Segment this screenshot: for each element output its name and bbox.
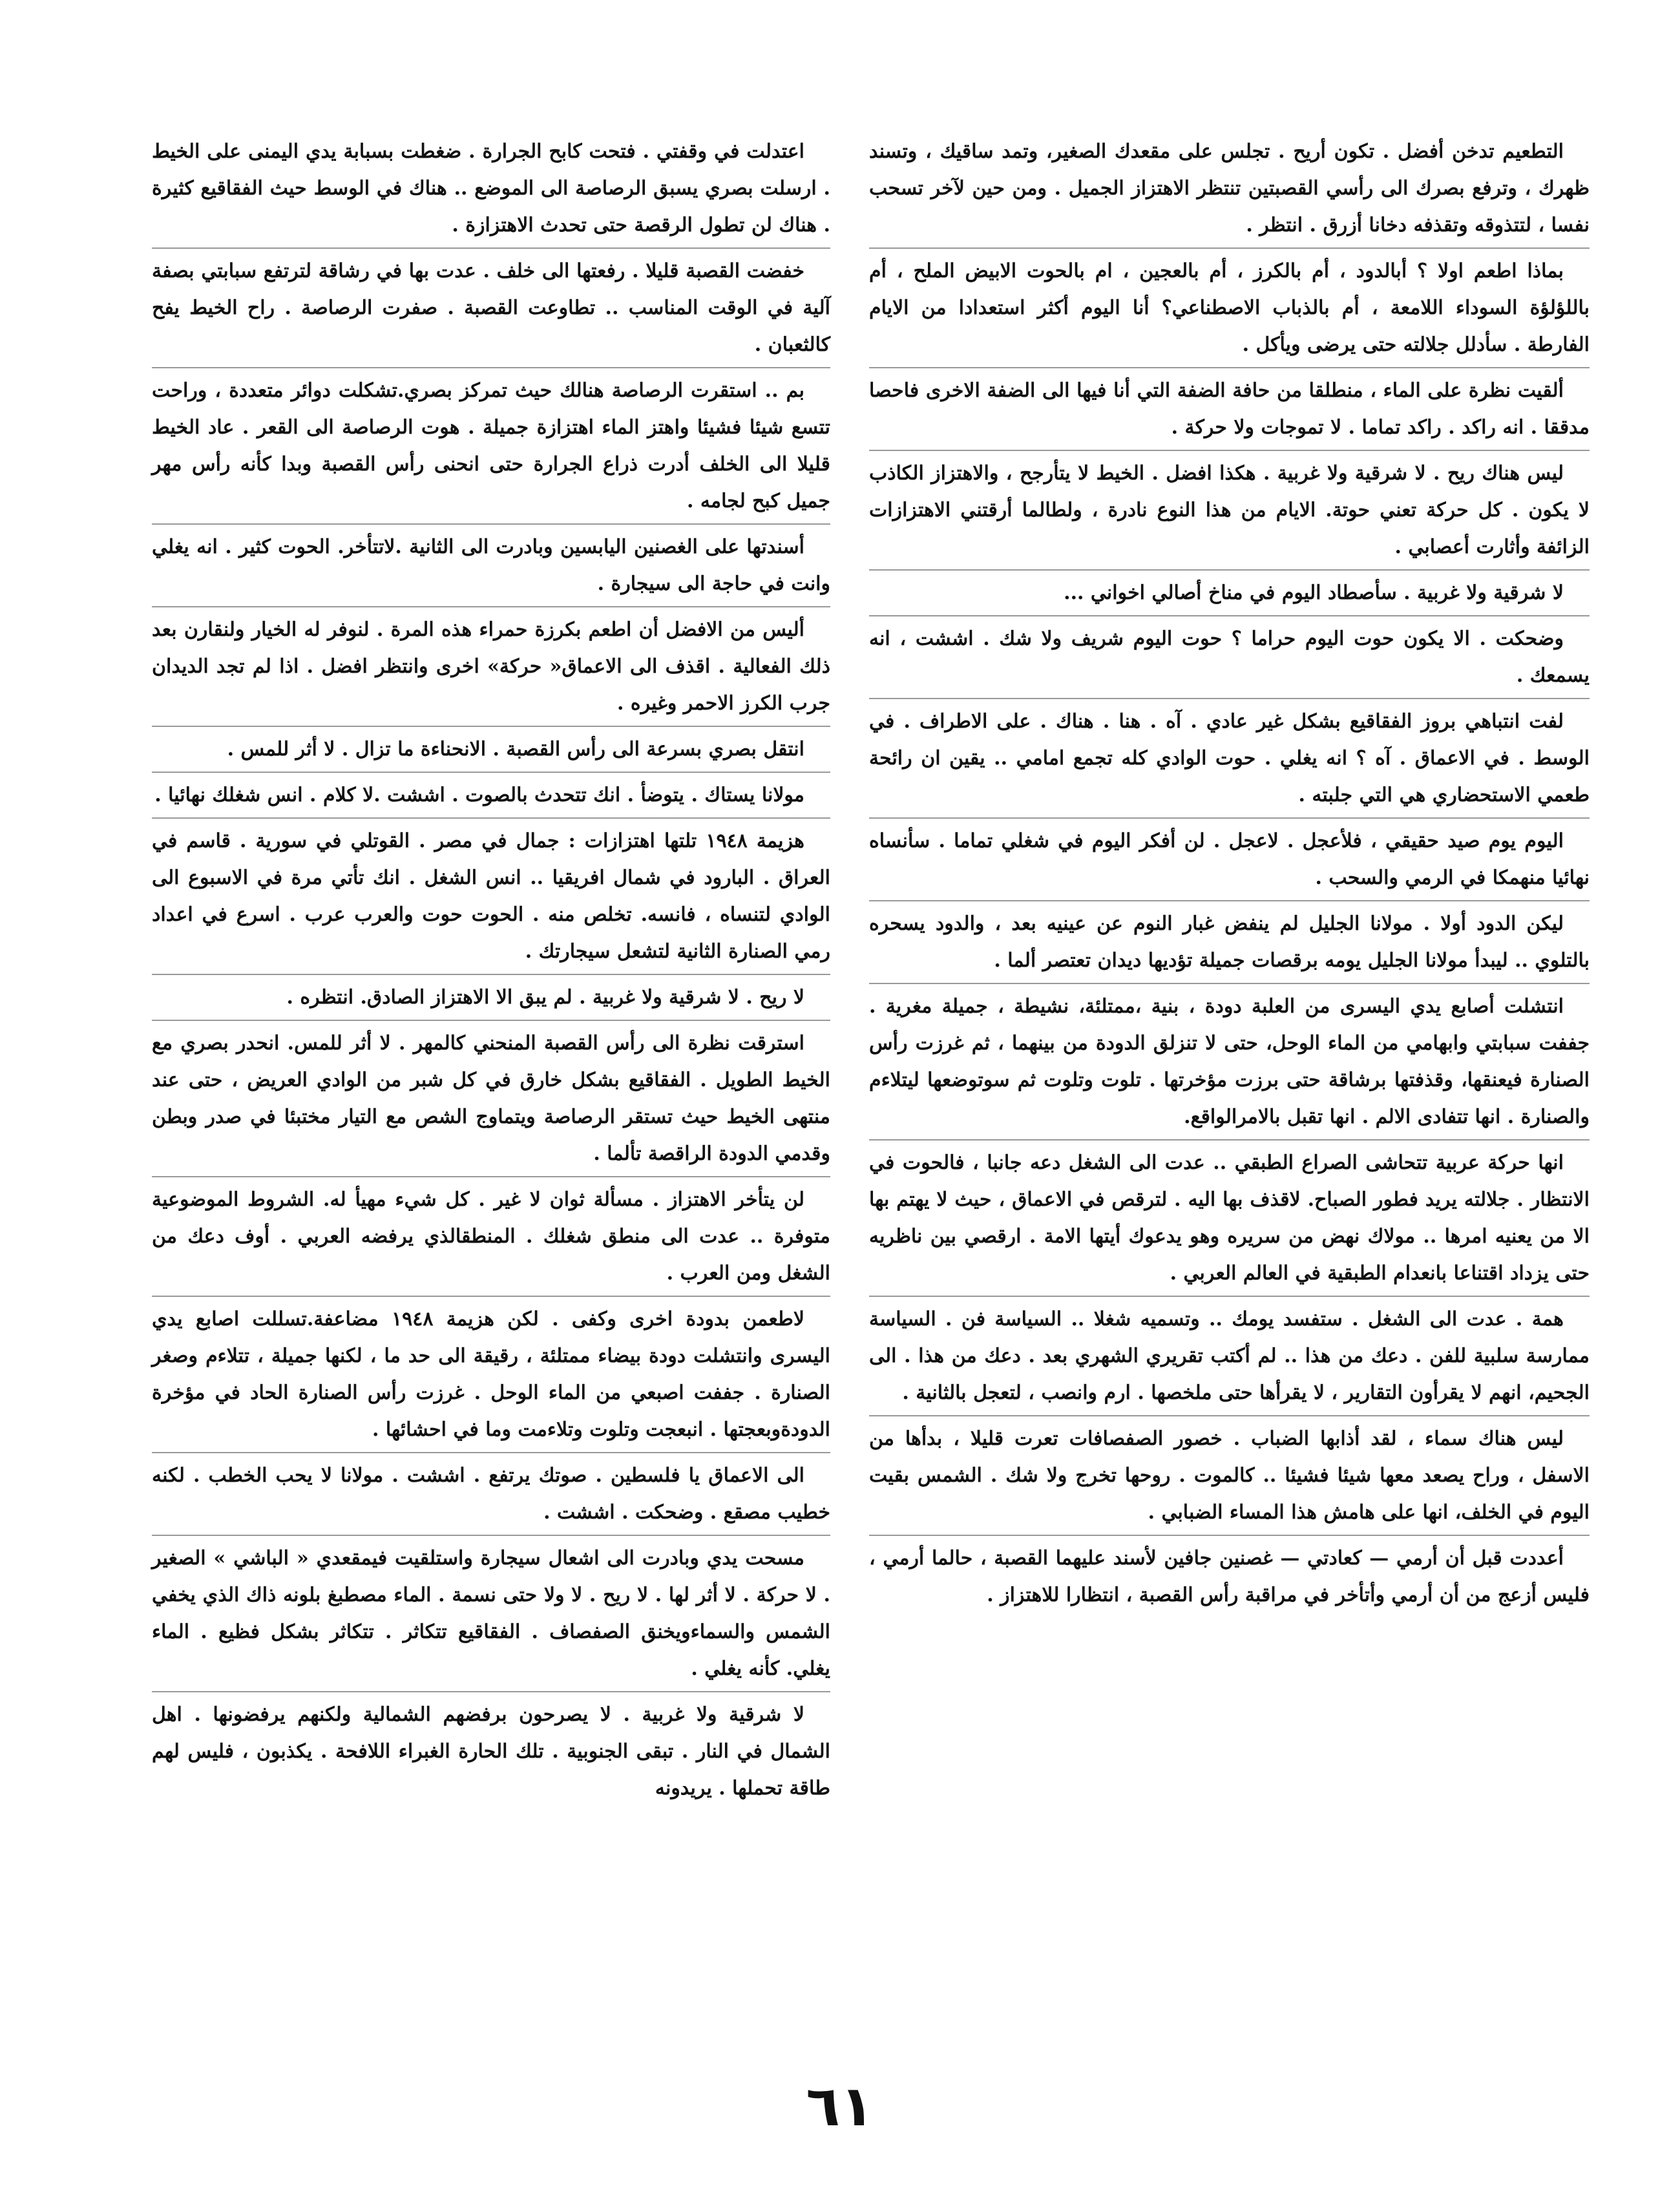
paragraph: اعتدلت في وقفتي . فتحت كابح الجرارة . ضغطت بسبابة يدي اليمنى على الخيط . ارسلت بصري يسبق الرصاصة الى الموضع .. هناك في الوسط حيث الفقاقيع كثيرة . هناك لن تطول الرقصة حتى تحدث الاهتزازة .: [152, 140, 830, 237]
paragraph: انها حركة عربية تتحاشى الصراع الطبقي .. عدت الى الشغل دعه جانبا ، فالحوت في الانتظار . جلالته يريد فطور الصباح. لاقذف بها اليه . لترقص في الاعماق ، حيث لا يهتم بها الا من يعنيه امرها .. مولاك نهض من سريره وهو يدعوك أيتها الامة . ارقصي بين ناظريه حتى يزداد اقتناعا بانعدام الطبقية في العالم العربي .: [869, 1139, 1590, 1292]
paragraph: لا شرقية ولا غربية . لا يصرحون برفضهم الشمالية ولكنهم يرفضونها . اهل الشمال في النار . تبقى الجنوبية . تلك الحارة الغبراء اللافحة . يكذبون ، فليس لهم طاقة تحملها . يريدونه: [152, 1691, 830, 1807]
paragraph: مولانا يستاك . يتوضأ . انك تتحدث بالصوت . اششت .لا كلام . انس شغلك نهائيا .: [152, 772, 830, 814]
paragraph: الى الاعماق يا فلسطين . صوتك يرتفع . اششت . مولانا لا يحب الخطب . لكنه خطيب مصقع . وضحكت . اششت .: [152, 1452, 830, 1531]
paragraph: وضحكت . الا يكون حوت اليوم حراما ؟ حوت اليوم شريف ولا شك . اششت ، انه يسمعك .: [869, 615, 1590, 694]
paragraph: انتقل بصري بسرعة الى رأس القصبة . الانحناءة ما تزال . لا أثر للمس .: [152, 726, 830, 768]
paragraph: أليس من الافضل أن اطعم بكرزة حمراء هذه المرة . لنوفر له الخيار ولنقارن بعد ذلك الفعالية . اقذف الى الاعماق« حركة» اخرى وانتظر افضل . اذا لم تجد الديدان جرب الكرز الاحمر وغيره .: [152, 606, 830, 722]
left-column: [152, 129, 830, 1811]
paragraph: خفضت القصبة قليلا . رفعتها الى خلف . عدت بها في رشاقة لترتفع سبابتي بصفة آلية في الوقت المناسب .. تطاوعت القصبة . صفرت الرصاصة . راح الخيط يفح كالثعبان .: [152, 247, 830, 363]
right-column: [869, 129, 1590, 1617]
paragraph: أسندتها على الغصنين اليابسين وبادرت الى الثانية .لاتتأخر. الحوت كثير . انه يغلي وانت في حاجة الى سيجارة .: [152, 523, 830, 602]
paragraph: بماذا اطعم اولا ؟ أبالدود ، أم بالكرز ، أم بالعجين ، ام بالحوت الابيض الملح ، أم باللؤلؤة السوداء اللامعة ، أم بالذباب الاصطناعي؟ أنا اليوم أكثر استعدادا من الايام الفارطة . سأدلل جلالته حتى يرضى ويأكل .: [869, 247, 1590, 363]
paragraph: التطعيم تدخن أفضل . تكون أريح . تجلس على مقعدك الصغير، وتمد ساقيك ، وتسند ظهرك ، وترفع بصرك الى رأسي القصبتين تنتظر الاهتزاز الجميل . ومن حين لآخر تسحب نفسا ، لتتذوقه وتقذفه دخانا أزرق . انتظر .: [869, 140, 1590, 237]
paragraph: اليوم يوم صيد حقيقي ، فلأعجل . لاعجل . لن أفكر اليوم في شغلي تماما . سأنساه نهائيا منهمكا في الرمي والسحب .: [869, 817, 1590, 896]
page-number: ٦١: [806, 2074, 874, 2139]
paragraph: ألقيت نظرة على الماء ، منطلقا من حافة الضفة التي أنا فيها الى الضفة الاخرى فاحصا مدققا . انه راكد . راكد تماما . لا تموجات ولا حركة .: [869, 367, 1590, 446]
paragraph: مسحت يدي وبادرت الى اشعال سيجارة واستلقيت فيمقعدي « الباشي » الصغير . لا حركة . لا أثر لها . لا ريح . لا ولا حتى نسمة . الماء مصطبغ بلونه ذاك الذي يخفي الشمس والسماءويخنق الصفصاف . الفقاقيع تتكاثر . تتكاثر بشكل فظيع . الماء يغلي. كأنه يغلي .: [152, 1535, 830, 1687]
paragraph: هزيمة ١٩٤٨ تلتها اهتزازات : جمال في مصر . القوتلي في سورية . قاسم في العراق . البارود في شمال افريقيا .. انس الشغل . انك تأتي مرة في الاسبوع الى الوادي لتنساه ، فانسه. تخلص منه . الحوت حوت والعرب عرب . اسرع في اعداد رمي الصنارة الثانية لتشعل سيجارتك .: [152, 817, 830, 970]
paragraph: ليس هناك ريح . لا شرقية ولا غربية . هكذا افضل . الخيط لا يتأرجح ، والاهتزاز الكاذب لا يكون . كل حركة تعني حوتة. الايام من هذا النوع نادرة ، ولطالما أرقتني الاهتزازات الزائفة وأثارت أعصابي .: [869, 450, 1590, 565]
paragraph: أعددت قبل أن أرمي — كعادتي — غصنين جافين لأسند عليهما القصبة ، حالما أرمي ، فليس أزعج من أن أرمي وأتأخر في مراقبة رأس القصبة ، انتظارا للاهتزاز .: [869, 1535, 1590, 1614]
paragraph: لا ريح . لا شرقية ولا غربية . لم يبق الا الاهتزاز الصادق. انتظره .: [152, 974, 830, 1016]
paragraph: بم .. استقرت الرصاصة هنالك حيث تمركز بصري.تشكلت دوائر متعددة ، وراحت تتسع شيئا فشيئا واهتز الماء اهتزازة جميلة . هوت الرصاصة الى القعر . عاد الخيط قليلا الى الخلف أدرت ذراع الجرارة حتى انحنى رأس القصبة وبدا كأنه رأس مهر جميل كبح لجامه .: [152, 367, 830, 520]
paragraph: لن يتأخر الاهتزاز . مسألة ثوان لا غير . كل شيء مهيأ له. الشروط الموضوعية متوفرة .. عدت الى منطق شغلك . المنطقالذي يرفضه العربي . أوف دعك من الشغل ومن العرب .: [152, 1176, 830, 1292]
paragraph: ليكن الدود أولا . مولانا الجليل لم ينفض غبار النوم عن عينيه بعد ، والدود يسحره بالتلوي .. ليبدأ مولانا الجليل يومه برقصات جميلة تؤديها ديدان تعتصر ألما .: [869, 900, 1590, 979]
paragraph: همة . عدت الى الشغل . ستفسد يومك .. وتسميه شغلا .. السياسة فن . السياسة ممارسة سلبية للفن . دعك من هذا .. لم أكتب تقريري الشهري بعد . دعك من هذا . الى الجحيم، انهم لا يقرأون التقارير ، لا يقرأها حتى ملخصها . ارم وانصب ، لتعجل بالثانية .: [869, 1296, 1590, 1411]
paragraph: لا شرقية ولا غربية . سأصطاد اليوم في مناخ أصالي اخواني ...: [869, 569, 1590, 611]
paragraph: استرقت نظرة الى رأس القصبة المنحني كالمهر . لا أثر للمس. انحدر بصري مع الخيط الطويل . الفقاقيع بشكل خارق في كل شبر من الوادي العريض ، حتى عند منتهى الخيط حيث تستقر الرصاصة ويتماوج الشص مع التيار مختبئا في صدر وبطن وقدمي الدودة الراقصة تألما .: [152, 1020, 830, 1172]
paragraph: ليس هناك سماء ، لقد أذابها الضباب . خصور الصفصافات تعرت قليلا ، بدأها من الاسفل ، وراح يصعد معها شيئا فشيئا .. كالموت . روحها تخرج ولا شك . الشمس بقيت اليوم في الخلف، انها على هامش هذا المساء الضبابي .: [869, 1415, 1590, 1531]
paragraph: لاطعمن بدودة اخرى وكفى . لكن هزيمة ١٩٤٨ مضاعفة.تسللت اصابع يدي اليسرى وانتشلت دودة بيضاء ممتلئة ، رقيقة الى حد ما ، لكنها جميلة ، تتلاءم وصغر الصنارة . جففت اصبعي من الماء الوحل . غرزت رأس الصنارة الحاد في مؤخرة الدودةوبعجتها . انبعجت وتلوت وتلاءمت وما في احشائها .: [152, 1296, 830, 1448]
paragraph: لفت انتباهي بروز الفقاقيع بشكل غير عادي . آه . هنا . هناك . على الاطراف . في الوسط . في الاعماق . آه ؟ انه يغلي . حوت الوادي كله تجمع امامي .. يقين ان رائحة طعمي الاستحضاري هي التي جلبته .: [869, 698, 1590, 814]
paragraph: انتشلت أصابع يدي اليسرى من العلبة دودة ، بنية ،ممتلئة، نشيطة ، جميلة مغرية . جففت سبابتي وابهامي من الماء الوحل، حتى لا تنزلق الدودة من بينهما ، ثم غرزت رأس الصنارة فيعنقها، وقذفتها برشاقة حتى برزت مؤخرتها . تلوت وتلوت ثم سوتوضعها ليتلاءم والصنارة . انها تتفادى الالم . انها تقبل بالامرالواقع.: [869, 983, 1590, 1135]
